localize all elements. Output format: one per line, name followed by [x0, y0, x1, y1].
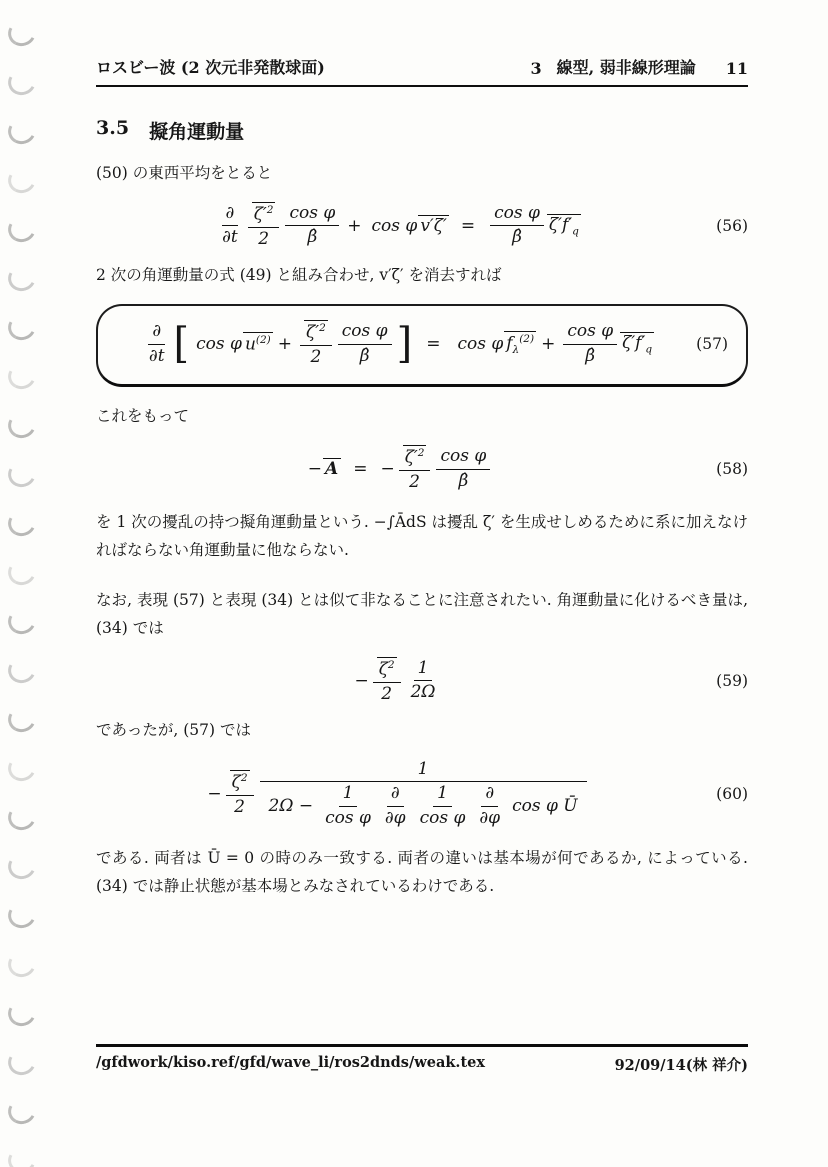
- numerator: ∂: [387, 783, 404, 806]
- binder-hole: [5, 1094, 40, 1127]
- binder-hole: [5, 114, 40, 147]
- header-section-number: 3: [530, 59, 542, 78]
- footer-file-path: /gfdwork/kiso.ref/gfd/wave_li/ros2dnds/weak.tex: [96, 1054, 486, 1071]
- exponent: 2: [266, 203, 274, 216]
- equation-58-body: [96, 445, 700, 493]
- exponent: 2: [387, 658, 395, 671]
- fraction: [338, 321, 392, 367]
- page-footer: [96, 1044, 748, 1075]
- exponent: 2: [417, 446, 425, 459]
- overline-term: [304, 320, 328, 343]
- overline-term: [230, 770, 250, 793]
- numerator: cos φ: [563, 321, 617, 344]
- exponent: 2: [319, 321, 326, 334]
- fraction: [490, 203, 544, 249]
- forcing-term: f: [506, 334, 513, 355]
- equation-56-body: [96, 202, 700, 250]
- binder-hole: [5, 408, 40, 441]
- binding-holes: [8, 20, 36, 1167]
- cos-phi-term: cos φ: [457, 334, 504, 355]
- denominator: 2Ω: [410, 682, 436, 703]
- zeta-term: ζ′: [253, 204, 267, 225]
- header-right: [530, 55, 748, 78]
- exponent: 2: [240, 771, 248, 784]
- binder-hole: [5, 751, 40, 784]
- denominator: 2: [258, 228, 270, 249]
- big-fraction: [260, 759, 587, 829]
- denominator: ∂t: [222, 227, 238, 248]
- equation-number: (59): [716, 671, 748, 690]
- equation-number: (57): [696, 335, 728, 354]
- denominator: β̂: [512, 227, 522, 248]
- binder-hole: [5, 16, 40, 49]
- denominator: ∂t: [148, 345, 165, 366]
- cos-phi-term: cos φ: [196, 334, 242, 355]
- overline-script-A: A: [324, 459, 340, 480]
- binder-hole: [5, 310, 40, 343]
- fraction: [475, 783, 504, 829]
- denominator: 2: [381, 683, 393, 704]
- binder-hole: [5, 996, 40, 1029]
- denominator: 2: [310, 346, 322, 367]
- denominator: β̂: [359, 345, 370, 366]
- overline-term: [620, 332, 654, 355]
- right-bracket: ]: [396, 319, 413, 369]
- binder-hole: [5, 65, 40, 98]
- fraction: [218, 203, 242, 249]
- overline-term: [377, 657, 397, 680]
- header-section-title: 線型, 弱非線形理論: [556, 58, 696, 77]
- header-page-number: 11: [725, 59, 748, 78]
- paragraph-combine: 2 次の角運動量の式 (49) と組み合わせ, v′ζ′ を消去すれば: [96, 266, 502, 285]
- binder-hole: [5, 800, 40, 833]
- numerator: cos φ: [436, 446, 490, 469]
- overline-term: v′ζ′: [420, 216, 447, 237]
- binder-hole: [5, 457, 40, 490]
- cos-phi-U-term: cos φ Ū: [512, 795, 578, 816]
- overline-term: [252, 202, 276, 225]
- overline-term: [243, 332, 273, 355]
- minus-sign: −: [354, 670, 369, 691]
- numerator: [373, 657, 401, 683]
- subscript: q: [572, 225, 579, 238]
- paragraph-conclusion: である. 両者は Ū = 0 の時のみ一致する. 両者の違いは基本場が何であるか, によっている. (34) では静止状態が基本場とみなされているわけである.: [96, 848, 748, 895]
- numerator: ∂: [222, 203, 239, 226]
- denominator: cos φ: [419, 807, 466, 828]
- equation-57-body: [116, 320, 680, 368]
- fraction: [373, 657, 401, 705]
- numerator: [300, 320, 332, 346]
- denominator: ∂φ: [479, 807, 501, 828]
- exponent: (2): [255, 334, 271, 347]
- numerator: cos φ: [490, 203, 544, 226]
- subscript: q: [645, 343, 653, 356]
- overline-term: [547, 214, 581, 237]
- fraction: [321, 783, 375, 829]
- fraction: [226, 770, 254, 818]
- denominator: β̂: [458, 470, 469, 491]
- numerator: [248, 202, 280, 228]
- denominator: β̂: [307, 227, 318, 248]
- binder-hole: [5, 702, 40, 735]
- section-number: 3.5: [96, 117, 130, 139]
- minus-sign: −: [307, 459, 322, 480]
- numerator: 1: [339, 783, 358, 806]
- paragraph-however: であったが, (57) では: [96, 720, 251, 739]
- equation-59: [96, 657, 748, 705]
- equation-number: (58): [716, 460, 748, 479]
- fraction: [285, 203, 339, 249]
- equals-sign: =: [353, 459, 368, 480]
- binder-hole: [5, 359, 40, 392]
- numerator: cos φ: [285, 203, 339, 226]
- binder-hole: [5, 261, 40, 294]
- section-title: 擬角運動量: [149, 121, 245, 143]
- fraction: [407, 658, 440, 704]
- equation-60-body: [96, 759, 700, 829]
- denominator: ∂φ: [384, 807, 406, 828]
- fraction: [399, 445, 431, 493]
- equation-number: (60): [716, 784, 748, 803]
- equation-58: [96, 445, 748, 493]
- binder-hole: [5, 555, 40, 588]
- binder-hole: [5, 947, 40, 980]
- overline-term: [403, 445, 427, 468]
- subscript: λ: [512, 344, 520, 357]
- equation-57: [116, 320, 728, 368]
- fraction: [145, 321, 169, 367]
- binder-hole: [5, 1045, 40, 1078]
- numerator: ∂: [148, 321, 165, 344]
- denominator: [260, 782, 587, 829]
- numerator: [399, 445, 431, 471]
- fraction: [436, 446, 490, 492]
- plus-sign: +: [347, 215, 362, 236]
- plus-sign: +: [541, 334, 556, 355]
- left-bracket: [: [173, 319, 190, 369]
- equation-60: [96, 759, 748, 829]
- exponent: (2): [519, 333, 535, 346]
- cos-phi-term: cos φ: [371, 215, 418, 236]
- numerator: ∂: [481, 783, 498, 806]
- zeta-f-term: ζ′f′: [548, 215, 573, 236]
- binder-hole: [5, 653, 40, 686]
- numerator: 1: [417, 758, 429, 779]
- paragraph-pseudomomentum: を 1 次の擾乱の持つ擬角運動量という. −∫ĀdS は擾乱 ζ′ を生成せしめるために系に加えなければならない角運動量に他ならない.: [96, 513, 748, 560]
- fraction: [381, 783, 410, 829]
- fraction: [416, 783, 470, 829]
- overline-term: [504, 331, 536, 356]
- fraction: [563, 321, 617, 367]
- numerator: 1: [433, 783, 452, 806]
- header-document-title: ロスビー波 (2 次元非発散球面): [96, 58, 325, 77]
- binder-hole: [5, 849, 40, 882]
- denominator: cos φ: [325, 807, 371, 828]
- equation-56: [96, 202, 748, 250]
- equation-59-body: [96, 657, 700, 705]
- numerator: cos φ: [338, 321, 392, 344]
- binder-hole: [5, 212, 40, 245]
- minus-sign: −: [380, 459, 395, 480]
- page-content: [96, 55, 748, 901]
- u-term: u: [244, 335, 256, 356]
- zeta-f-term: ζ′f′: [622, 333, 646, 354]
- equals-sign: =: [426, 334, 441, 355]
- fraction: [300, 320, 332, 368]
- paragraph-intro: (50) の東西平均をとると: [96, 164, 273, 182]
- zeta-term: ζ: [378, 659, 388, 680]
- boxed-equation: [96, 304, 748, 387]
- equals-sign: =: [460, 215, 476, 236]
- paragraph-therefore: これをもって: [96, 407, 190, 426]
- numerator: 1: [414, 658, 433, 681]
- two-omega-minus: 2Ω −: [268, 795, 314, 816]
- denominator: β̂: [585, 345, 596, 366]
- zeta-term: ζ′: [306, 322, 320, 343]
- binder-hole: [5, 604, 40, 637]
- denominator: 2: [409, 471, 420, 492]
- numerator: [226, 770, 254, 796]
- zeta-term: ζ: [231, 772, 241, 793]
- binder-hole: [5, 506, 40, 539]
- footer-date-author: 92/09/14(林 祥介): [614, 1057, 748, 1074]
- denominator: 2: [234, 796, 245, 817]
- plus-sign: +: [277, 334, 293, 355]
- binder-hole: [5, 898, 40, 931]
- paragraph-note: なお, 表現 (57) と表現 (34) とは似て非なることに注意されたい. 角運動量に化けるべき量は, (34) では: [96, 590, 748, 637]
- minus-sign: −: [207, 783, 222, 804]
- binder-hole: [5, 1143, 40, 1167]
- equation-number: (56): [716, 216, 748, 235]
- section-heading: [96, 117, 748, 144]
- page-header: [96, 55, 748, 87]
- zeta-term: ζ′: [404, 447, 418, 468]
- fraction: [248, 202, 280, 250]
- binder-hole: [5, 163, 40, 196]
